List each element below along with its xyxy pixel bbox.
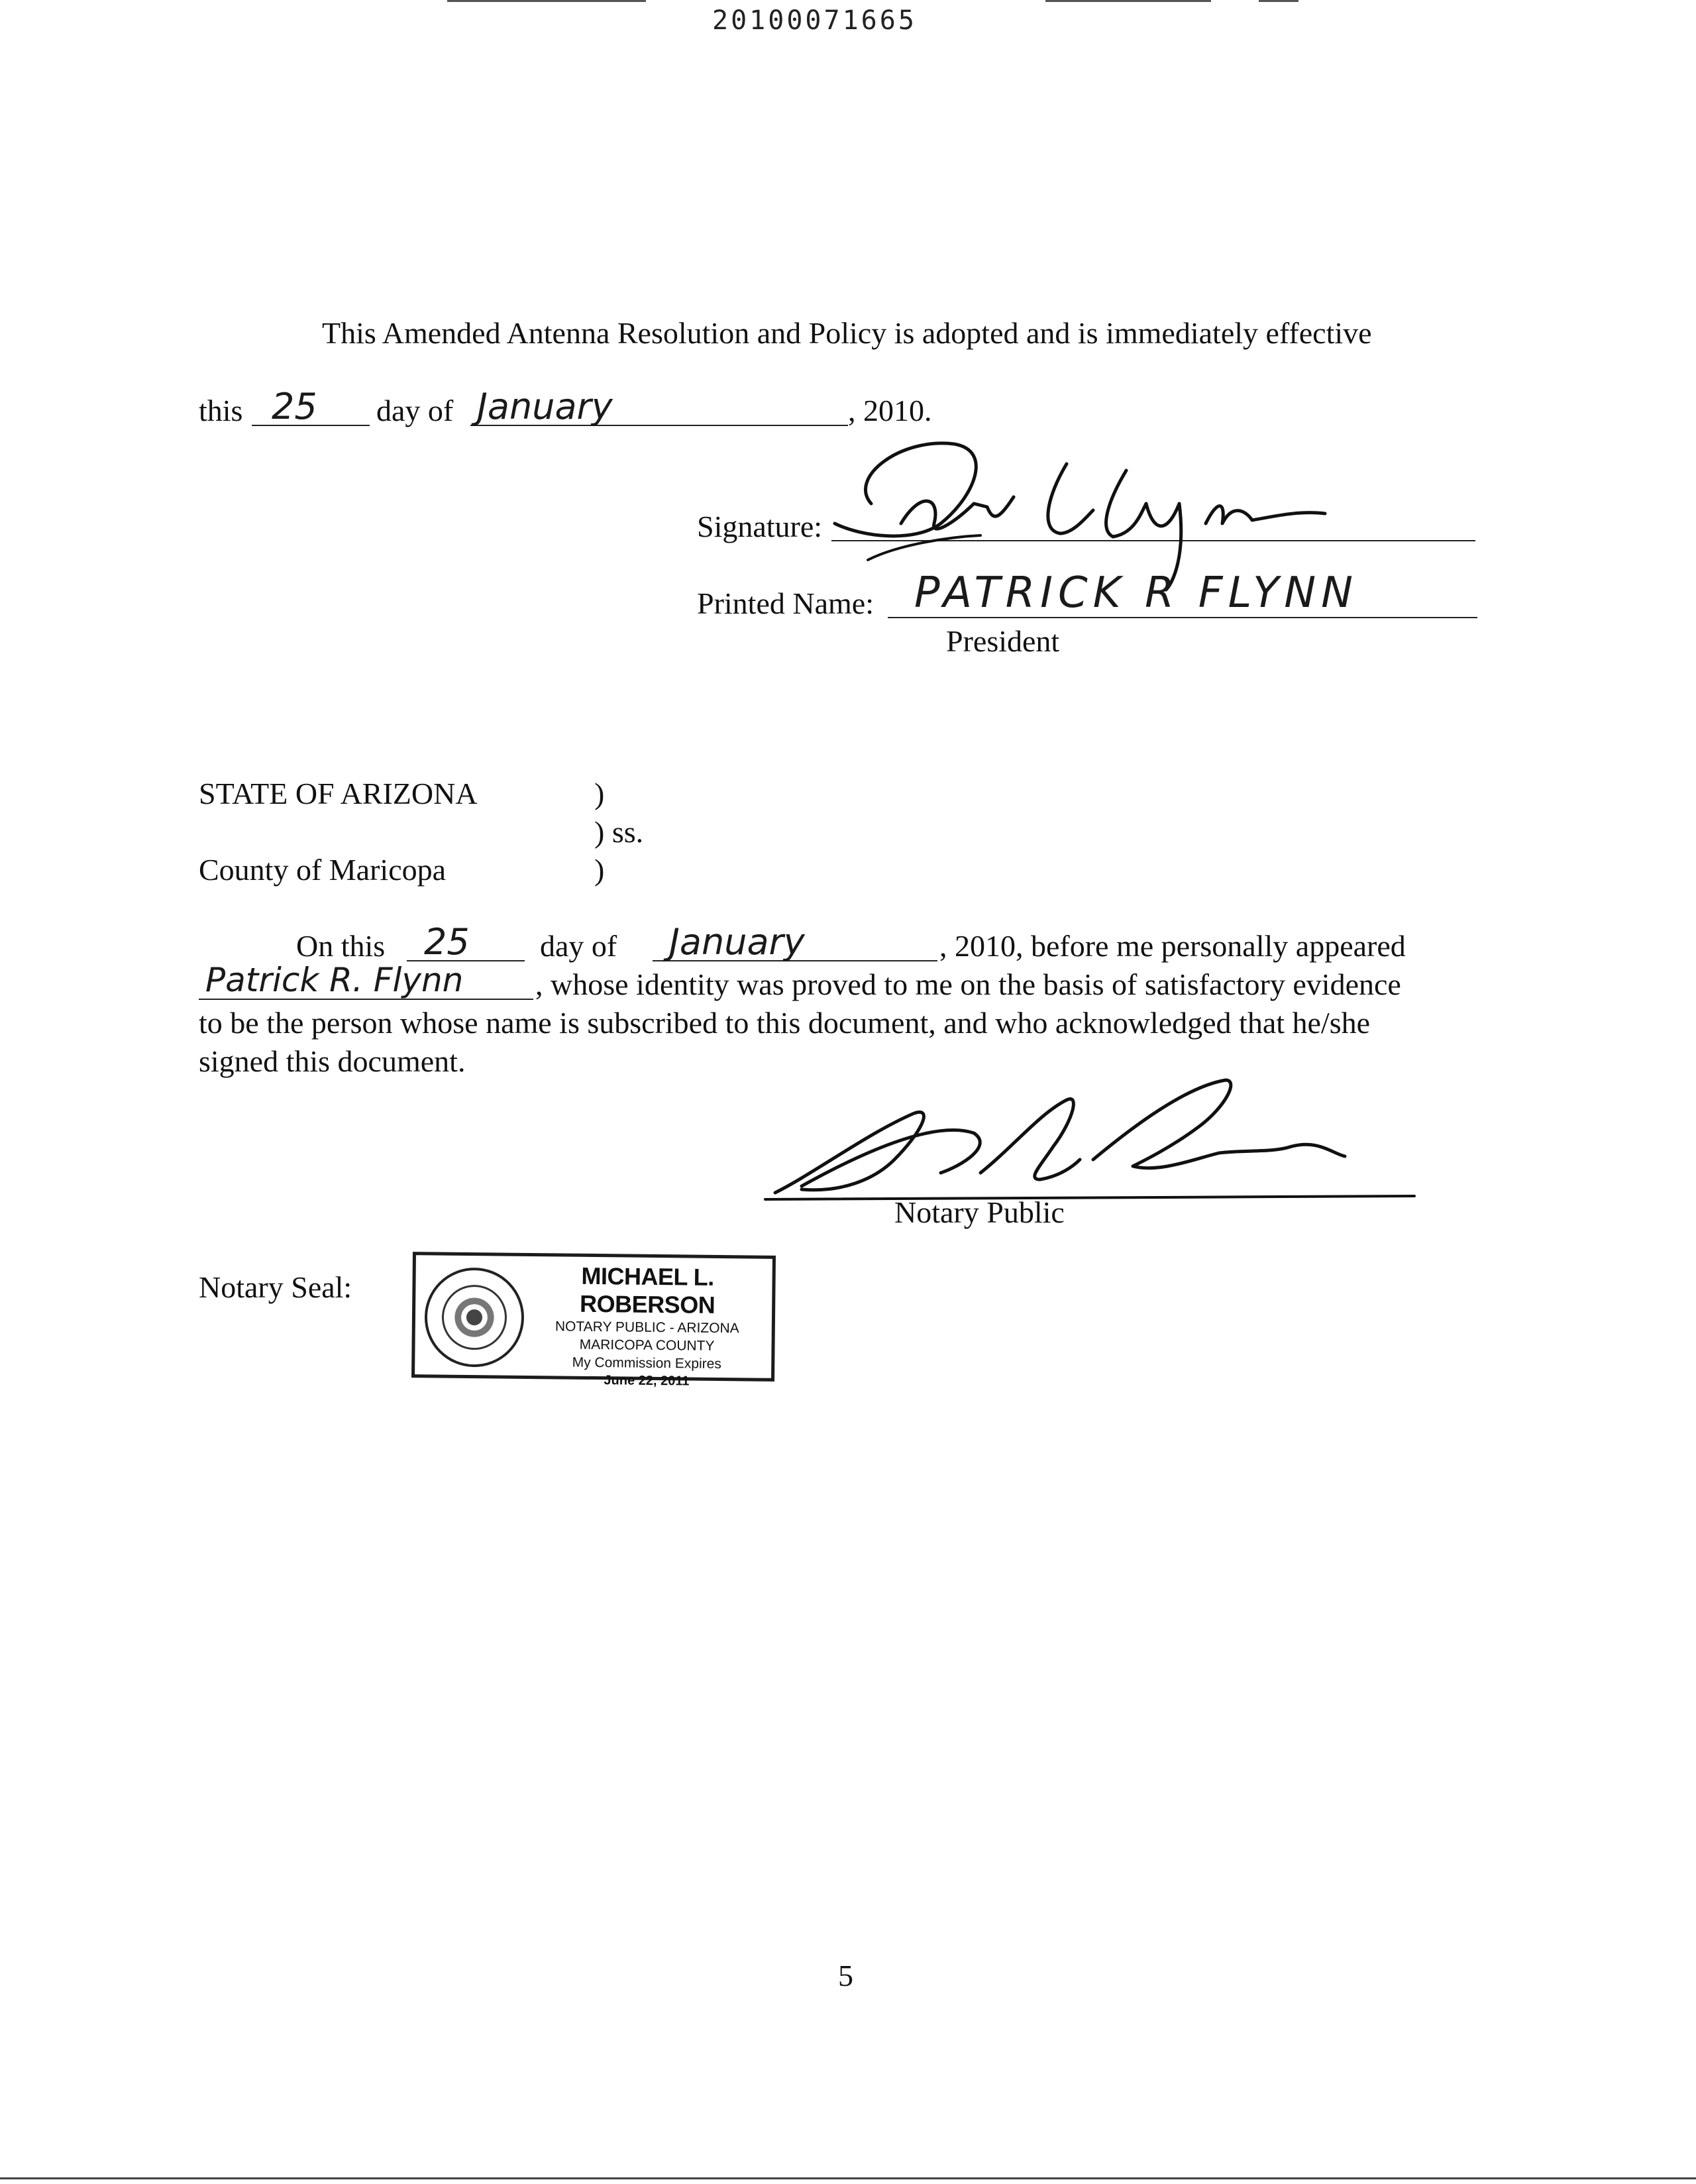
- scan-edge-line: [1045, 0, 1211, 2]
- venue-paren: ): [594, 777, 605, 810]
- venue-county: County of Maricopa: [199, 853, 447, 887]
- stamp-line: NOTARY PUBLIC - ARIZONA: [555, 1319, 739, 1337]
- seal-emblem: [441, 1285, 507, 1350]
- printed-name-label: Printed Name:: [697, 586, 874, 620]
- adoption-month-value: January: [477, 386, 613, 427]
- ack-on-this: On this: [296, 929, 386, 963]
- ack-day-value: 25: [424, 921, 470, 963]
- signer-title: President: [946, 624, 1060, 658]
- notary-seal-label: Notary Seal:: [199, 1270, 352, 1304]
- adoption-year: , 2010.: [848, 394, 932, 427]
- ack-line3: to be the person whose name is subscribed to this document, and who acknowledged that he/she: [199, 1006, 1371, 1040]
- ack-line4: signed this document.: [199, 1044, 466, 1078]
- president-signature: [822, 424, 1352, 570]
- ack-line2-rest: , whose identity was proved to me on the basis of satisfactory evidence: [535, 967, 1401, 1001]
- ack-line1-rest: , 2010, before me personally appeared: [939, 929, 1406, 963]
- page-number: 5: [838, 1959, 853, 1993]
- arizona-state-seal-icon: [424, 1267, 525, 1368]
- printed-name-value: PATRICK R FLYNN: [914, 569, 1358, 618]
- adoption-day-of: day of: [376, 394, 454, 427]
- ack-month-value: January: [669, 921, 805, 963]
- notary-signature: [762, 1073, 1411, 1206]
- scan-edge-line: [1259, 0, 1298, 2]
- venue-state: STATE OF ARIZONA: [199, 777, 478, 810]
- stamp-notary-name: MICHAEL L. ROBERSON: [579, 1262, 716, 1319]
- adoption-this: this: [199, 394, 243, 427]
- stamp-line: My Commission Expires: [572, 1354, 721, 1372]
- adoption-text: This Amended Antenna Resolution and Policy is adopted and is immediately effective: [322, 316, 1372, 350]
- stamp-text: [527, 1262, 767, 1391]
- stamp-expiry-date: June 22, 2011: [604, 1373, 690, 1389]
- stamp-line: MARICOPA COUNTY: [579, 1337, 715, 1354]
- document-number: 20100071665: [712, 5, 917, 36]
- signature-label: Signature:: [697, 510, 823, 543]
- notary-public-label: Notary Public: [894, 1195, 1065, 1229]
- venue-paren: ): [594, 853, 605, 887]
- ack-day-of: day of: [540, 929, 617, 963]
- scan-edge-line: [0, 2177, 1696, 2179]
- ack-name-value: Patrick R. Flynn: [205, 961, 464, 999]
- scan-edge-line: [447, 0, 646, 2]
- venue-ss: ) ss.: [594, 815, 644, 849]
- adoption-day-value: 25: [272, 386, 317, 427]
- notary-stamp: [411, 1252, 776, 1389]
